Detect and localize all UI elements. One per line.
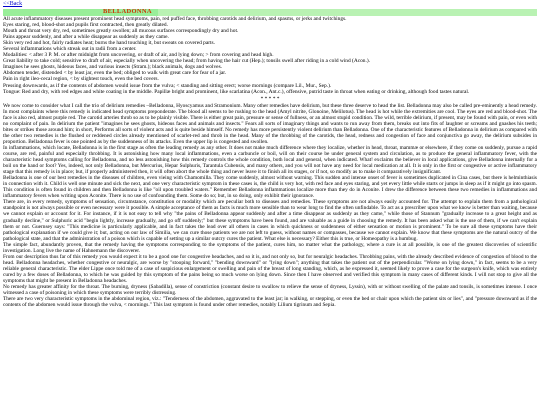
paragraph: We now come to consider what I call the trio of delirium remedies –Belladonna, Hyoscyamus and Stramonium. Many other remedies have delirium, but these three deserve to head the list. Belladonna may also be called pre-eminently a head remedy. In most complaints where this remedy is indicated head symptoms preponderate. The blood all seems to be rushing to the head (Amyl nitrite, Glonoine, Melilotus). The head is hot while the extremities are cool. The eyes are red and blood-shot. The face is also red, almost purple red. The carotid arteries throb so as to be plainly visible. There is either great pain, pressure or sense of fullness, or an almost stupid condition. The wild, terrible delirium, if present, may be found with pain, or even with no complaint of pain. In delirium the patient "imagines he sees ghosts, hideous faces and animals and insects." Fears all sorts of imaginary things and wants to run away from them, breaks out into fits of laughter or screams and gnashes his teeth; bites or strikes those around him; in short, Performs all sorts of violent acts and is quite beside himself. No remedy has more persistently violent delirium than Belladonna. One of the characteristic features of Belladonna in delirium as compared with the other two remedies is the flushed or reddened circles already mentioned of scarlet-red and throb in the head. Many of the throbbing of the carotids, the head, redness and congestion of face and conjunctiva go away, the delirium subsides in proportion. Belladonna fever is one pointed as by the suddenness of its attacks. Even the upper lip is congested and swollen. [3,102,537,145]
paragraph: From our description thus far of this remedy you would expect it to be a good one for congestive headaches, and so it is, and not only so, but for neuralgic headaches. Throbbing pains, with the already described evidence of congestion of blood to the head. Belladonna headaches, whether congestive or neuralgic, are worse by "stooping forward," "bending downward" or "lying down"; anything that takes the patient out of the perpendicular. "Worse on lying down," in fact, seems to be a very reliable general characteristic. The elder Lippe once told me of a case of suspicious enlargement or swelling and pain of the breast of long standing, which, as he expressed it, seemed likely to prove a case for the surgeon's knife, which was entirely cured by a few doses of Belladonna, to which he was guided by this symptom of the pains being so much worse on lying down. Since then I have observed and verified this symptom in many cases of different kinds. I will not stop to give all the symptoms that might be present in Belladonna headaches. [3,253,537,284]
paragraph: The simple fact, abundantly proven, that the remedy having the symptoms corresponding to the symptoms of the patient, cures him, no matter what the pathology, where a cure is at all possible, is one of the greatest discoveries of scientific investigation. Long live the name of Hahnemann the discoverer. [3,241,537,254]
keynote-line: Imagines he sees ghosts, hideous faces, and various insects (Stram.); black animals, dogs and wolves. [3,64,223,71]
title-bar [3,9,537,16]
keynote-line: Eyes staring, red, blood-shot and pupils first contracted, then greatly dilated. [3,22,168,29]
keynote-line: Pain in right ileo-cecal region, < by slightest touch, even the bed covers. [3,76,159,83]
keynote-line: Mouth and throat very dry, red, sometimes greatly swollen; all mucous surfaces correspondingly dry and hot. [3,28,239,35]
paragraph: In inflammations, which locate, Belladonna is in the first stage as often the leading remedy as any other. It does not make much difference where they localize, whether in head, throat, mammæ or elsewhere, if they come on suddenly, pursue a rapid course, are red, painful and especially throbbing. It is astonishing how many local inflammations, even a carbuncle or boil, will on their course be under general system and circulation, as to produce the general inflammatory fever, with the characteristic head symptoms calling for Belladonna, and no less astonishing how this remedy controls the whole condition, both local and general, when indicated. What! exclaims the believer in local applications, give Belladonna internally for a boil on the hand or foot? Yes, indeed, not only Belladonna, but Mercurius, Hepar Sulphuris, Tarantula Cubensis, and many others, and you will not have any need for local medication at all. It is only in the first or congestive or active inflammatory stage that this remedy is in place; but, if properly administered then, it will often abort the whole thing and never leave it to finish all its stages, or if not, so modify as to make it comparatively insignificant. [3,144,537,176]
keynote-line: Great liability to take cold; sensitive to draft of air, especially when uncovering the head; from having the hair cut (Hep.); tonsils swell after riding in a cold wind (Acon.). [3,58,370,65]
keynote-list [3,16,537,95]
paragraph: No remedy has greater affinity for the throat. The burning, dryness (Sabadilla), sense of constriction (constant desire to swallow to relieve the sense of dryness, Lyssin), with or without swelling of the palate and tonsils, is sometimes intense. I once witnessed a case of poisoning in which these symptoms were terribly distressing. [3,284,537,297]
keynote-line: Modalities: < after 3 P. M. or after midnight from uncovering, or draft of air, and lying down; > from covering and head high. [3,52,274,59]
keynote-line: Abdomen tender, distended < by least jar, even the bed; obliged to walk with great care for fear of a jar. [3,70,227,77]
paragraph: There are two very characteristic symptoms in the abdominal region, viz.: "Tenderness of the abdomen, aggravated to the least jar; in walking, or stepping, or even the bed or chair upon which the patient sits or lies", and "pressure downward as if the contents of the abdomen would issue through the vulva, < mornings." This last symptom is found under other remedies, notably Lilium tigrinum and Sepia. [3,296,537,309]
keynote-line: Several inflammations which streak out in radii from a center. [3,46,137,53]
keynote-line: Pressing downwards, as if the contents of abdomen would issue from the vulva; < standing and sitting erect; worse mornings (compare Lil., Mur., Sep.). [3,82,332,89]
keynote-line: All acute inflammatory diseases present prominent head symptoms, pain, red puffed face, throbbing carotids and delirium, and spasms, or jerks and twitchings. [3,16,347,22]
paragraph: Belladonna is one of our best remedies in the diseases of children, even vieing with Chamomilla. They come suddenly, almost without warning. This sudden and intense onset of fever is sometimes duplicated in Cina cases, but there is helminthiasis in connection with it. Child is well one minute and sick the next, and one very characteristic symptom in these cases is, the child is very hot, with red face and eyes staring, and yet every little while starts or jumps in sleep as if it might go into spasm. This condition is often found in children and then Belladonna is like "oil upon troubled waters." Remember Belladonna inflammations localize more than they do in Aconite. I drew the difference between these two remedies in inflammations and inflammatory fevers when writing upon Aconite. There is no use of confounding them. Some do so; but, in so doing, only exhibit their ignorance. [3,175,537,200]
section-separator: * * * * * [260,95,280,102]
keynote-line: Skin very red and hot, fairly radiates heat; burns the hand touching it, but sweats on covered parts. [3,40,215,47]
back-link[interactable]: <<Back [3,1,23,7]
page-title: BELLADONNA [103,8,152,15]
keynote-line: Tongue: Red and dry, with red edges and white coating in the middle. Papillæ bright and prominent, like scarlatina (Acon., Ant.c.), offensive, putrid taste in throat when eating or drinking, although food tastes natural. [3,88,470,95]
keynote-line: Pains appear suddenly, and after a while disappear as suddenly as they came. [3,34,169,41]
article-body [3,103,537,309]
paragraph: There are, in every remedy, symptoms of sensation, circumstance, constitution or modality which are peculiar both to diseases and remedies. These symptoms are not always easily accounted for. The attempt to explain them from a pathological standpoint is not always possible or even necessary were it possible. A simple acceptance of them as facts is much more sensible than to wear long to find the often unfindable. To act as a prescriber upon what we know is better than waiting, because we cannot explain or account for it. For instance, if it is not easy to tell why "the pains of Belladonna appear suddenly and after a time disappear as suddenly as they came," while those of Stannum "gradually increase to a great height and as gradually decline," or Sulphuric acid "begin lightly, increase gradually, and go off suddenly;" but these symptoms have been found, and are valuable as a guide in choosing the remedy. It has been asked what is the use of them, if we can't explain them or not. Guernsey says: "This medicine is particularly applicable, and in fact takes the lead over all others in cases in which quickness or suddenness of either sensation or motion is prominent." To be sure all these symptoms have their pathological explanation if we could give it; but, acting on our law of Similia, we can cure those patients we are not left to guess, without names or compasses, because we cannot explain. We know that these symptoms are the natural outcry of the pathological state, and that the administration of a poison which is capable of setting up a similar outcry cures the patient. What else is necessary? Either this is true, or Homeopathy is a humbug. [3,199,537,242]
